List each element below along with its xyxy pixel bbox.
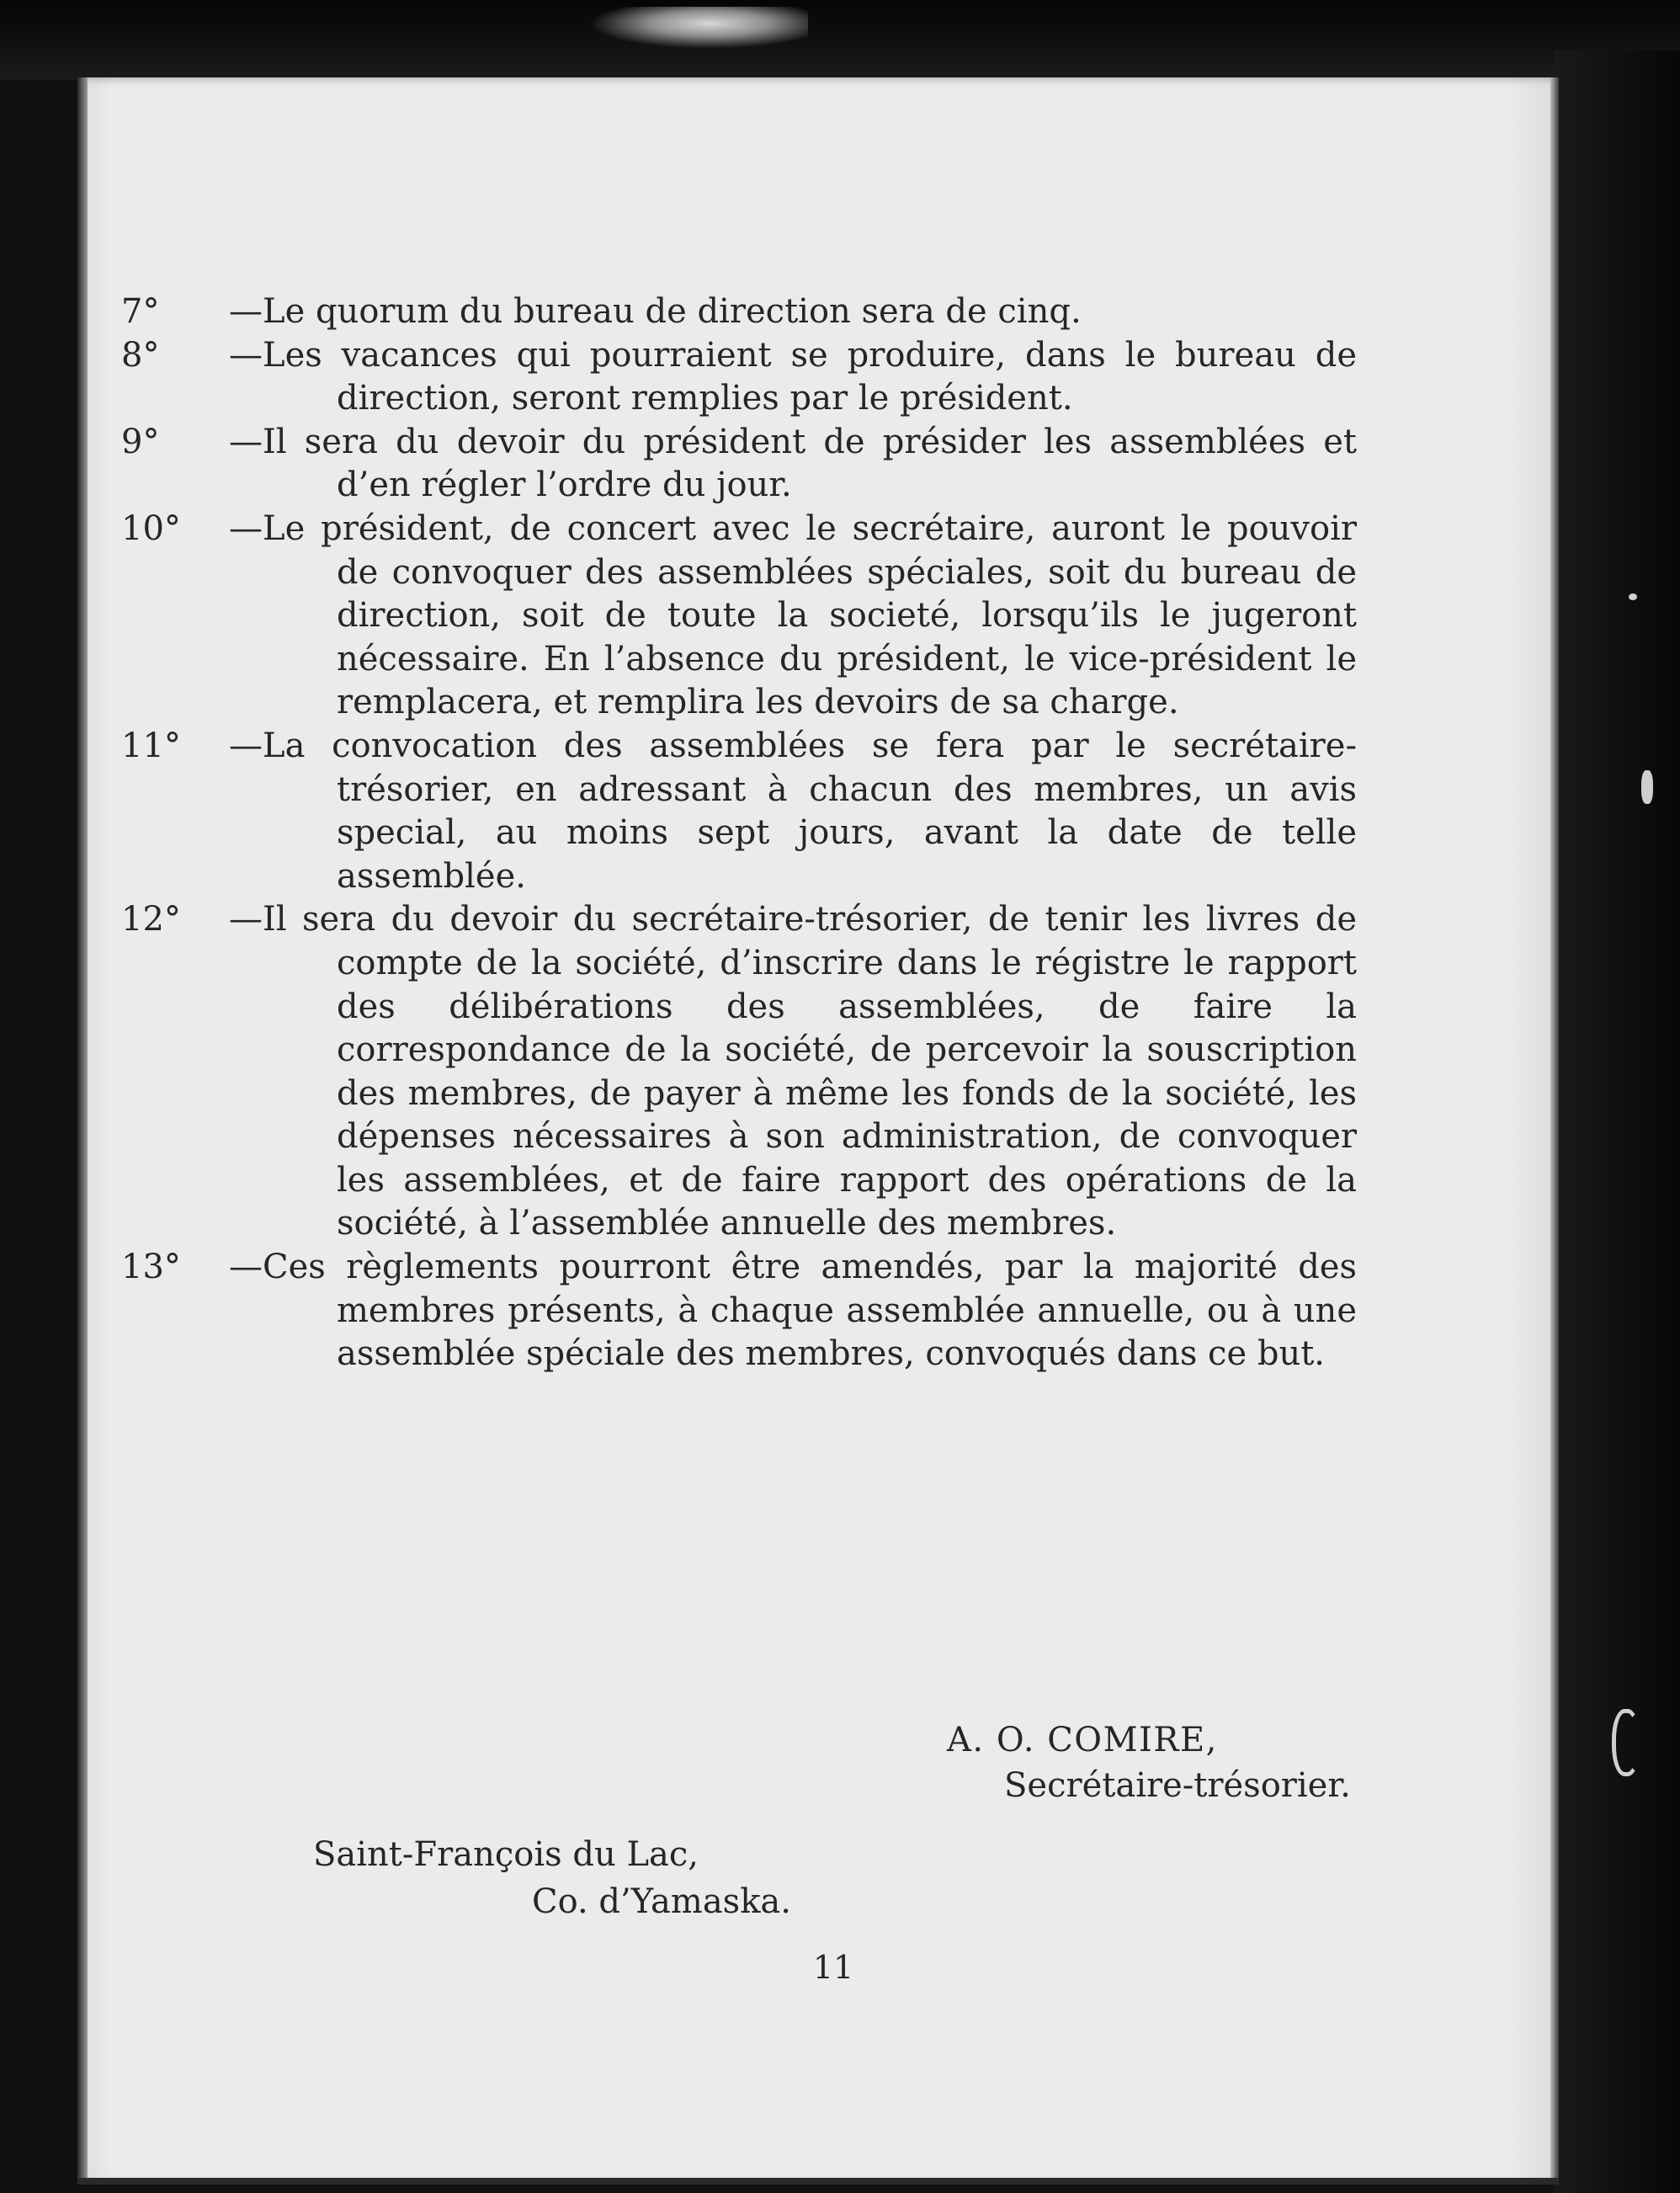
article-text: La convocation des assemblées se fera par le secrétaire-trésorier, en adressant à chacun des membres, un avis special, au moins sept jours, avant la date de telle assemblée. [263,726,1357,896]
page-bottom-edge [77,2178,1559,2185]
bylaws-text [229,290,1357,1376]
article-text: Il sera du devoir du président de présider les assemblées et d’en régler l’ordre du jour. [263,422,1357,505]
scanner-border-top [0,0,1680,80]
article-text: Les vacances qui pourraient se produire, dans le bureau de direction, seront remplies par le président. [263,335,1357,418]
place-county: Co. d’Yamaska. [532,1882,791,1921]
article-dash: — [229,335,263,375]
article-dash: — [229,726,263,765]
dust-speck [1641,770,1653,804]
paper-scrap [589,7,808,49]
signature-block [947,1717,1385,1808]
article-text: Le président, de concert avec le secrétaire, auront le pouvoir de convoquer des assemblées spéciales, soit du bureau de direction, soit de toute la societé, lorsqu’ils le jugeront nécessaire. En l’absence du président, le vice-président le remplacera, et remplira les devoirs de sa charge. [263,508,1357,722]
article-text: Il sera du devoir du secrétaire-trésorier, de tenir les livres de compte de la société, d’inscrire dans le régistre le rapport des délibérations des assemblées, de faire la correspondance de la société, de percevoir la souscription des membres, de payer à même les fonds de la société, les dépenses nécessaires à son administration, de convoquer les assemblées, et de faire rapport des opérations de la société, à l’assemblée annuelle des membres. [263,900,1357,1243]
article-10 [229,508,1357,725]
page-edge [1550,77,1559,2185]
dust-speck [1629,593,1637,600]
article-text: Le quorum du bureau de direction sera de cinq. [263,292,1082,331]
signatory-title: Secrétaire-trésorier. [1004,1766,1351,1805]
article-dash: — [229,422,263,461]
scanner-border-right [1554,51,1680,2193]
article-dash: — [229,1248,263,1287]
signatory-name: A. O. COMIRE, [947,1721,1218,1759]
article-7 [229,290,1357,334]
article-12 [229,898,1357,1246]
article-dash: — [229,508,263,548]
article-13 [229,1246,1357,1376]
place-block [313,1831,902,1925]
place-town: Saint-François du Lac, [313,1835,699,1874]
article-11 [229,725,1357,898]
article-9 [229,421,1357,508]
article-8 [229,334,1357,421]
article-dash: — [229,292,263,331]
article-text: Ces règlements pourront être amendés, par la majorité des membres présents, à chaque assemblée annuelle, ou à une assemblée spéciale des membres, convoqués dans ce but. [263,1248,1357,1374]
article-dash: — [229,900,263,939]
dust-speck [1612,1709,1640,1776]
page-number: 11 [812,1949,854,1986]
binding-edge [77,77,88,2185]
